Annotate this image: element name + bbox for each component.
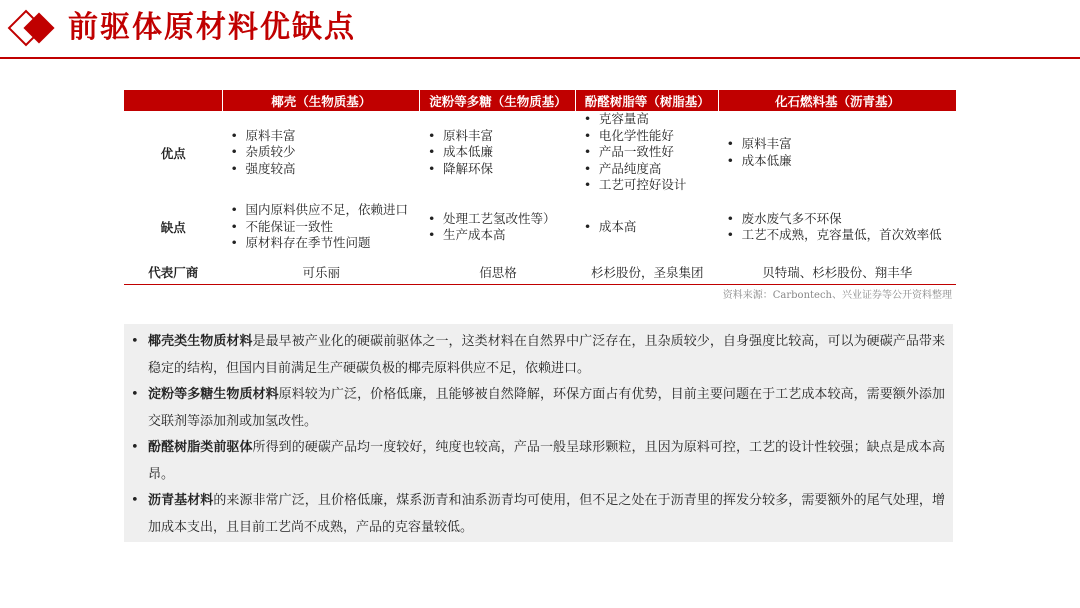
list-item: • 处理工艺氢改性等） (428, 211, 576, 228)
maker-pitch: 贝特瑞、杉杉股份、翔丰华 (719, 260, 956, 285)
list-item: • 废水废气多不环保 (727, 211, 956, 228)
note-text: 原料较为广泛，价格低廉，且能够被自然降解，环保方面占有优势，目前主要问题在于工艺成本较高，需要额外添加交联剂等添加剂或加氢改性。 (148, 387, 945, 429)
note-bold: 淀粉等多糖生物质材料 (148, 387, 279, 402)
table-row-pros (124, 111, 956, 194)
maker-coconut: 可乐丽 (223, 260, 420, 285)
title-bar (0, 0, 1080, 62)
note-item (128, 488, 945, 541)
list-item: • 工艺可控好设计 (584, 177, 719, 194)
cons-pitch (719, 194, 956, 260)
table-row-cons (124, 194, 956, 260)
source-note: 资料来源：Carbontech、兴业证券等公开资料整理 (722, 290, 952, 301)
note-text: 是最早被产业化的硬碳前驱体之一，这类材料在自然界中广泛存在，且杂质较少，自身强度比较高，可以为硬碳产品带来稳定的结构，但国内目前满足生产硬碳负极的椰壳原料供应不足，依赖进口。 (148, 334, 945, 376)
list-item: • 成本高 (584, 219, 719, 236)
pros-starch (420, 111, 576, 194)
pros-coconut (223, 111, 420, 194)
list-item: • 不能保证一致性 (231, 219, 420, 236)
row-label-makers: 代表厂商 (124, 260, 223, 285)
list-item: • 国内原料供应不足，依赖进口 (231, 202, 420, 219)
notes-panel (124, 324, 953, 542)
note-bold: 椰壳类生物质材料 (148, 334, 253, 349)
cons-starch (420, 194, 576, 260)
note-text: 所得到的硬碳产品均一度较好，纯度也较高，产品一般呈球形颗粒，且因为原料可控，工艺的设计性较强；缺点是成本高昂。 (148, 440, 945, 482)
header-phenolic: 酚醛树脂等（树脂基） (576, 90, 719, 111)
cons-phenolic (576, 194, 719, 260)
list-item: • 成本低廉 (727, 153, 956, 170)
list-item: • 工艺不成熟，克容量低，首次效率低 (727, 227, 956, 244)
header-starch: 淀粉等多糖（生物质基） (420, 90, 576, 111)
note-item (128, 329, 945, 382)
pros-pitch (719, 111, 956, 194)
header-pitch: 化石燃料基（沥青基） (719, 90, 956, 111)
title-divider (0, 57, 1080, 59)
table-header-row (124, 90, 956, 111)
list-item: • 原料丰富 (428, 128, 576, 145)
list-item: • 原材料存在季节性问题 (231, 235, 420, 252)
list-item: • 电化学性能好 (584, 128, 719, 145)
note-item (128, 382, 945, 435)
note-bold: 沥青基材料 (148, 493, 214, 508)
header-coconut: 椰壳（生物质基） (223, 90, 420, 111)
maker-starch: 佰思格 (420, 260, 576, 285)
list-item: • 产品纯度高 (584, 161, 719, 178)
maker-phenolic: 杉杉股份，圣泉集团 (576, 260, 719, 285)
list-item: • 克容量高 (584, 111, 719, 128)
list-item: • 强度较高 (231, 161, 420, 178)
row-label-cons: 缺点 (160, 220, 186, 235)
list-item: • 产品一致性好 (584, 144, 719, 161)
cons-coconut (223, 194, 420, 260)
note-text: 的来源非常广泛，且价格低廉，煤系沥青和油系沥青均可使用，但不足之处在于沥青里的挥发分较多，需要额外的尾气处理，增加成本支出，且目前工艺尚不成熟，产品的克容量较低。 (148, 493, 945, 535)
note-bold: 酚醛树脂类前驱体 (148, 440, 253, 455)
list-item: • 生产成本高 (428, 227, 576, 244)
list-item: • 降解环保 (428, 161, 576, 178)
header-corner (124, 90, 223, 111)
table-row-makers (124, 260, 956, 285)
note-item (128, 435, 945, 488)
list-item: • 成本低廉 (428, 144, 576, 161)
list-item: • 原料丰富 (727, 136, 956, 153)
row-label-pros: 优点 (160, 145, 186, 161)
comparison-table (124, 90, 956, 285)
list-item: • 杂质较少 (231, 144, 420, 161)
list-item: • 原料丰富 (231, 128, 420, 145)
pros-phenolic (576, 111, 719, 194)
page-title: 前驱体原材料优缺点 (68, 10, 356, 45)
